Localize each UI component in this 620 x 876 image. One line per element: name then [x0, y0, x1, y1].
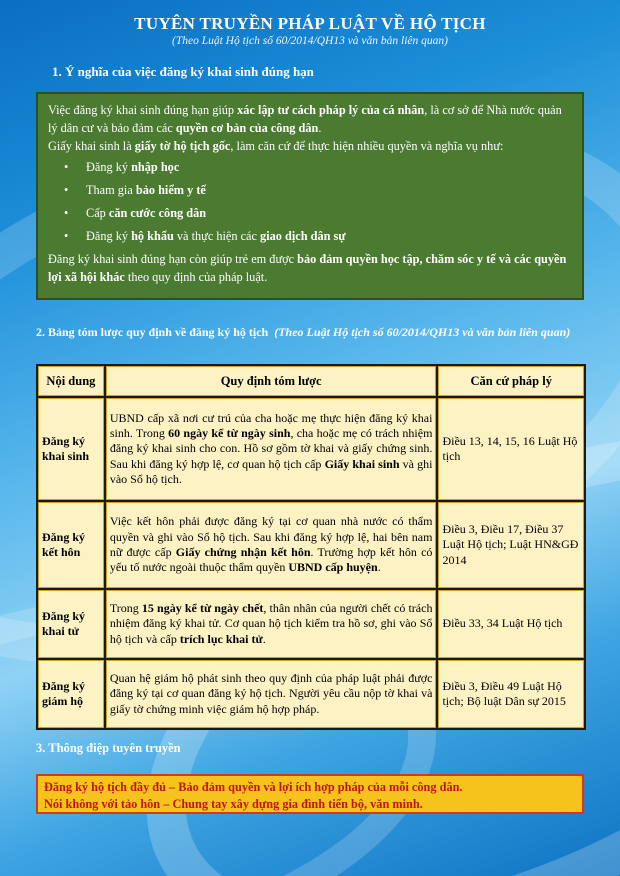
- text: Đăng ký: [86, 160, 132, 175]
- text: Giấy khai sinh là: [48, 138, 135, 153]
- text: Trong: [109, 600, 142, 615]
- section1-heading: 1. Ý nghĩa của việc đăng ký khai sinh đúng hạn: [52, 64, 314, 79]
- row-legal-basis: Điều 13, 14, 15, 16 Luật Hộ tịch: [438, 398, 584, 500]
- bold-text: căn cước công dân: [108, 206, 207, 221]
- text: .: [318, 120, 322, 135]
- text: Việc đăng ký khai sinh đúng hạn giúp: [48, 103, 238, 117]
- row-description: [106, 502, 437, 588]
- text: .: [377, 560, 381, 575]
- text: Đăng ký: [86, 228, 132, 243]
- bold-text: nhập học: [131, 160, 180, 175]
- column-header: Quy định tóm lược: [106, 366, 437, 396]
- column-header: Nội dung: [38, 366, 104, 396]
- text: Việc kết hôn phải được đăng ký tại cơ quan nhà nước có thẩm quyền và ghi vào Sổ hộ tịch. Sau khi đăng ký hợp lệ, hai bên nam nữ được cấp: [109, 514, 433, 559]
- birth-registration-box: [36, 92, 584, 300]
- section3-heading: 3. Thông điệp tuyên truyền: [36, 741, 181, 755]
- message-line-2: Nói không với tảo hôn – Chung tay xây dựng gia đình tiến bộ, văn minh.: [44, 796, 423, 811]
- text: Tham gia: [86, 183, 136, 198]
- bold-text: xác lập tư cách pháp lý của cá nhân: [237, 103, 425, 117]
- text: , làm căn cứ để thực hiện nhiều quyền và nghĩa vụ như:: [230, 138, 504, 153]
- bold-text: bảo hiểm y tế: [135, 183, 206, 198]
- table-row: [38, 502, 584, 588]
- text: Cấp: [86, 206, 109, 221]
- text: và ghi vào Sổ hộ tịch.: [109, 456, 433, 487]
- civil-status-table: [36, 364, 586, 730]
- row-category: Đăng ký khai tử: [38, 590, 104, 658]
- text: , là cơ sở để Nhà nước quản lý dân cư và bảo đảm các: [48, 103, 562, 135]
- row-legal-basis: Điều 33, 34 Luật Hộ tịch: [438, 590, 584, 658]
- rights-list: [64, 159, 572, 245]
- page-title: TUYÊN TRUYỀN PHÁP LUẬT VỀ HỘ TỊCH: [134, 14, 486, 33]
- message-line-1: Đăng ký hộ tịch đầy đủ – Bảo đảm quyền và lợi ích hợp pháp của mỗi công dân.: [44, 780, 463, 794]
- row-description: [106, 590, 437, 658]
- bold-text: 15 ngày kể từ ngày chết: [141, 600, 264, 615]
- row-description: [106, 398, 437, 500]
- section2-title: 2. Bảng tóm lược quy định về đăng ký hộ tịch: [36, 325, 269, 339]
- list-item: [64, 205, 572, 223]
- section1-paragraph-2: [48, 138, 572, 156]
- row-description: [106, 660, 437, 728]
- table-row: [38, 660, 584, 728]
- bold-text: UBND cấp huyện: [288, 560, 378, 575]
- campaign-message-box: [36, 774, 584, 814]
- row-legal-basis: Điều 3, Điều 17, Điều 37 Luật Hộ tịch; Luật HN&GĐ 2014: [438, 502, 584, 588]
- column-header: Căn cứ pháp lý: [438, 366, 584, 396]
- section1-paragraph-3: [48, 251, 572, 287]
- bold-text: giấy tờ hộ tịch gốc: [134, 138, 231, 153]
- table-row: [38, 398, 584, 500]
- bold-text: 60 ngày kể từ ngày sinh: [168, 425, 291, 440]
- text: .: [262, 631, 266, 646]
- bold-text: bảo đảm quyền học tập, chăm sóc y tế và các quyền lợi xã hội khác: [48, 251, 567, 284]
- row-category: Đăng ký giám hộ: [38, 660, 104, 728]
- text: . Trường hợp kết hôn có yếu tố nước ngoài thuộc thẩm quyền: [109, 545, 433, 575]
- list-item: [64, 182, 572, 200]
- bold-text: Giấy chứng nhận kết hôn: [175, 545, 311, 559]
- text: , cha hoặc mẹ có trách nhiệm đăng ký khai sinh cho con. Hồ sơ gồm tờ khai và giấy chứng sinh. Sau khi đăng ký hợp lệ, cơ quan hộ tịch cấp: [109, 425, 433, 471]
- text: theo quy định của pháp luật.: [124, 269, 268, 284]
- list-item: [64, 159, 572, 177]
- bold-text: giao dịch dân sự: [260, 228, 346, 243]
- section2-heading: [36, 324, 596, 340]
- page-header: [0, 14, 620, 47]
- text: UBND cấp xã nơi cư trú của cha hoặc mẹ thực hiện đăng ký khai sinh. Trong: [109, 410, 433, 440]
- bold-text: quyền cơ bản của công dân: [175, 120, 319, 135]
- text: , thân nhân của người chết có trách nhiệm đăng ký khai tử. Cơ quan hộ tịch kiểm tra hồ sơ, ghi vào Sổ hộ tịch và cấp: [109, 600, 433, 646]
- section2-note: (Theo Luật Hộ tịch số 60/2014/QH13 và văn bản liên quan): [274, 325, 571, 339]
- bold-text: hộ khẩu: [131, 228, 174, 243]
- bold-text: trích lục khai tử: [179, 631, 263, 646]
- bold-text: Giấy khai sinh: [324, 456, 400, 471]
- section1-paragraph-1: [48, 102, 572, 138]
- row-legal-basis: Điều 3, Điều 49 Luật Hộ tịch; Bộ luật Dân sự 2015: [438, 660, 584, 728]
- table-header-row: [38, 366, 584, 396]
- text: và thực hiện các: [173, 228, 261, 243]
- page-subtitle: (Theo Luật Hộ tịch số 60/2014/QH13 và văn bản liên quan): [172, 35, 448, 47]
- list-item: [64, 228, 572, 246]
- text: Quan hệ giám hộ phát sinh theo quy định của pháp luật phải được đăng ký tại cơ quan đăng ký hộ tịch. Người yêu cầu nộp tờ khai và giấy tờ chứng minh việc giám hộ hợp pháp.: [109, 670, 433, 716]
- row-category: Đăng ký kết hôn: [38, 502, 104, 588]
- table-row: [38, 590, 584, 658]
- row-category: Đăng ký khai sinh: [38, 398, 104, 500]
- text: Đăng ký khai sinh đúng hạn còn giúp trẻ em được: [48, 251, 298, 266]
